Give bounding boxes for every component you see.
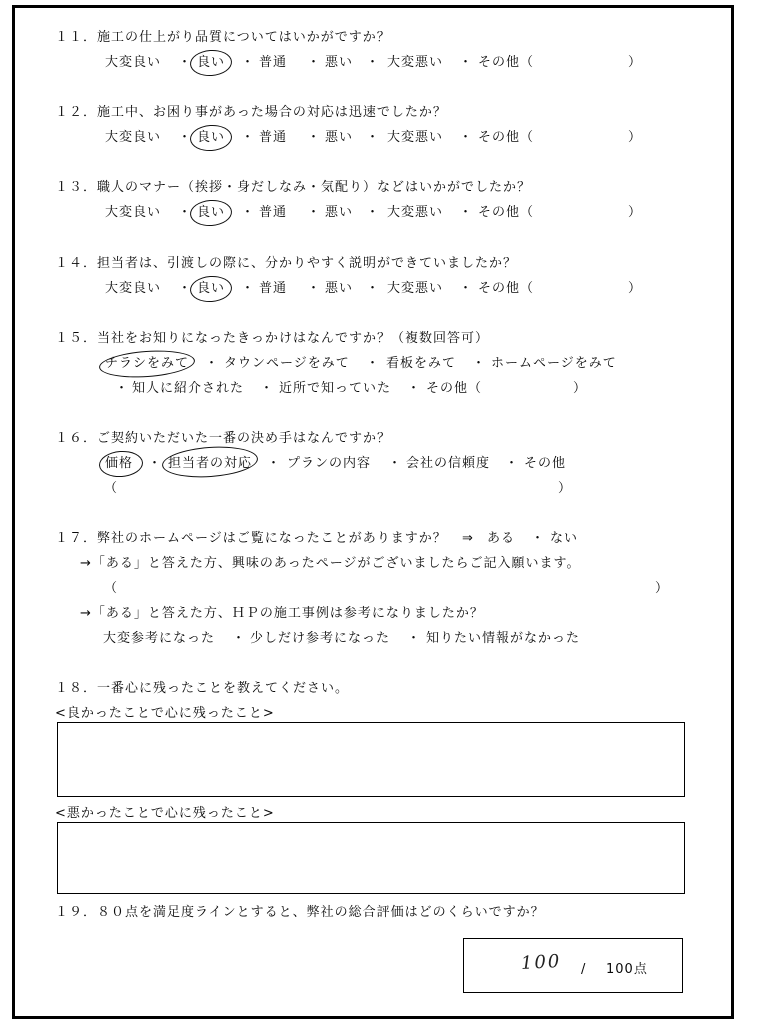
option-no: ない: [550, 531, 579, 546]
close-paren: ）: [655, 581, 670, 596]
option-good: 良い: [197, 205, 226, 220]
option-very-good: 大変良い: [105, 130, 162, 145]
close-paren: ）: [628, 205, 643, 220]
question-12: １２．施工中、お困り事があった場合の対応は迅速でしたか？: [55, 105, 447, 120]
option-plan-content: プランの内容: [287, 456, 372, 471]
option-very-bad: 大変悪い: [387, 55, 444, 70]
arrow-icon: ⇒: [462, 531, 474, 546]
option-good: 良い: [197, 281, 226, 296]
separator-dot: ・: [459, 55, 474, 70]
option-good: 良い: [197, 130, 226, 145]
rating-row-12: [0, 130, 768, 146]
separator-dot: ・: [472, 356, 487, 371]
option-very-bad: 大変悪い: [387, 205, 444, 220]
separator-dot: ・: [232, 631, 247, 646]
question-15: １５．当社をお知りになったきっかけはなんですか？（複数回答可）: [55, 331, 490, 346]
q17-followup-2: →「ある」と答えた方、ＨＰの施工事例は参考になりましたか？: [80, 606, 484, 621]
option-somewhat-helpful: 少しだけ参考になった: [250, 631, 391, 646]
q15-options-row-1: [0, 356, 768, 372]
close-paren: ）: [628, 281, 643, 296]
separator-dot: ・: [205, 356, 220, 371]
q15-options-row-2: [0, 381, 768, 397]
question-17: １７．弊社のホームページはご覧になったことがありますか？: [55, 531, 447, 546]
separator-dot: ・: [267, 456, 282, 471]
option-signboard: 看板をみて: [386, 356, 457, 371]
separator-dot: ・: [459, 281, 474, 296]
separator-dot: ・: [407, 381, 422, 396]
q16-options-row-1: [0, 456, 768, 472]
option-very-bad: 大変悪い: [387, 281, 444, 296]
option-other: その他（: [478, 55, 535, 70]
option-flyer: チラシをみて: [105, 356, 190, 371]
question-19: １９．８０点を満足度ラインとすると、弊社の総合評価はどのくらいですか？: [55, 905, 545, 920]
separator-dot: ・: [366, 281, 381, 296]
option-not-helpful: 知りたい情報がなかった: [426, 631, 581, 646]
bad-memory-label: <悪かったことで心に残ったこと>: [55, 806, 275, 821]
option-very-bad: 大変悪い: [387, 130, 444, 145]
separator-dot: ・: [241, 130, 256, 145]
question-11: １１．施工の仕上がり品質についてはいかがですか？: [55, 30, 391, 45]
option-bad: 悪い: [325, 281, 354, 296]
option-bad: 悪い: [325, 55, 354, 70]
good-memory-label: <良かったことで心に残ったこと>: [55, 706, 275, 721]
option-very-good: 大変良い: [105, 281, 162, 296]
separator-dot: ・: [307, 205, 322, 220]
separator-dot: ・: [178, 281, 193, 296]
option-average: 普通: [259, 130, 288, 145]
option-very-good: 大変良い: [105, 205, 162, 220]
option-bad: 悪い: [325, 130, 354, 145]
option-referral: 知人に紹介された: [132, 381, 245, 396]
separator-dot: ・: [241, 55, 256, 70]
separator-dot: ・: [307, 55, 322, 70]
option-good: 良い: [197, 55, 226, 70]
rating-row-13: [0, 205, 768, 221]
option-company-trust: 会社の信頼度: [406, 456, 491, 471]
option-yes: ある: [487, 531, 516, 546]
separator-dot: ・: [366, 205, 381, 220]
option-bad: 悪い: [325, 205, 354, 220]
separator-dot: ・: [307, 281, 322, 296]
option-very-helpful: 大変参考になった: [103, 631, 216, 646]
score-max: 100点: [606, 962, 648, 977]
separator-dot: ・: [115, 381, 130, 396]
question-18: １８．一番心に残ったことを教えてください。: [55, 681, 350, 696]
good-memory-answer-box: [57, 722, 685, 797]
separator-dot: ・: [459, 130, 474, 145]
separator-dot: ・: [307, 130, 322, 145]
q16-other-row: [0, 481, 768, 497]
q17-followup-1-answer: [0, 581, 768, 597]
option-very-good: 大変良い: [105, 55, 162, 70]
option-other: その他（: [426, 381, 483, 396]
score-slash: /: [581, 962, 587, 977]
close-paren: ）: [628, 55, 643, 70]
option-average: 普通: [259, 205, 288, 220]
separator-dot: ・: [366, 356, 381, 371]
open-paren: （: [104, 581, 119, 596]
option-average: 普通: [259, 55, 288, 70]
separator-dot: ・: [260, 381, 275, 396]
separator-dot: ・: [459, 205, 474, 220]
option-neighborhood: 近所で知っていた: [279, 381, 392, 396]
separator-dot: ・: [366, 130, 381, 145]
question-14: １４．担当者は、引渡しの際に、分かりやすく説明ができていましたか？: [55, 256, 518, 271]
question-17-row: [0, 531, 768, 547]
q17-followup-2-options: [0, 631, 768, 647]
rating-row-14: [0, 281, 768, 297]
separator-dot: ・: [505, 456, 520, 471]
option-town-page: タウンページをみて: [224, 356, 350, 371]
close-paren: ）: [628, 130, 643, 145]
separator-dot: ・: [531, 531, 546, 546]
open-paren: （: [104, 481, 119, 496]
option-other: その他: [524, 456, 567, 471]
question-13: １３．職人のマナー（挨拶・身だしなみ・気配り）などはいかがでしたか？: [55, 180, 532, 195]
option-average: 普通: [259, 281, 288, 296]
separator-dot: ・: [407, 631, 422, 646]
score-box: [463, 938, 683, 993]
separator-dot: ・: [366, 55, 381, 70]
separator-dot: ・: [178, 130, 193, 145]
rating-row-11: [0, 55, 768, 71]
option-other: その他（: [478, 130, 535, 145]
option-other: その他（: [478, 205, 535, 220]
separator-dot: ・: [178, 55, 193, 70]
option-price: 価格: [105, 456, 134, 471]
handwritten-score: 100: [520, 950, 562, 975]
q17-followup-1: →「ある」と答えた方、興味のあったページがございましたらご記入願います。: [80, 556, 581, 571]
option-homepage: ホームページをみて: [491, 356, 617, 371]
question-16: １６．ご契約いただいた一番の決め手はなんですか？: [55, 431, 392, 446]
option-other: その他（: [478, 281, 535, 296]
option-staff-response: 担当者の対応: [168, 456, 253, 471]
separator-dot: ・: [241, 205, 256, 220]
close-paren: ）: [573, 381, 588, 396]
separator-dot: ・: [148, 456, 163, 471]
close-paren: ）: [558, 481, 573, 496]
separator-dot: ・: [388, 456, 403, 471]
bad-memory-answer-box: [57, 822, 685, 894]
separator-dot: ・: [241, 281, 256, 296]
separator-dot: ・: [178, 205, 193, 220]
